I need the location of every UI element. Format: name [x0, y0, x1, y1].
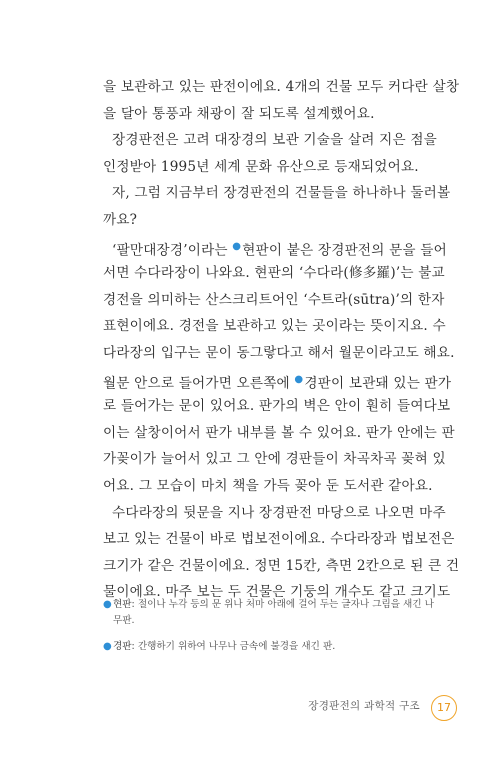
- page-number: 17: [431, 695, 457, 721]
- footnote-bullet-icon: ●: [103, 599, 112, 610]
- text-line: 표현이에요. 경전을 보관하고 있는 곳이라는 뜻이지요. 수: [103, 318, 446, 335]
- footnote-marker-icon: ●: [232, 240, 242, 252]
- footnote-item: [103, 597, 443, 629]
- text-line: [103, 367, 452, 394]
- footnote-definition: : 절이나 누각 등의 문 위나 처마 아래에 걸어 두는 글자나 그림을 새긴 나무판.: [113, 599, 434, 626]
- footnote-term: 경판: [113, 641, 132, 652]
- text-line: 을 보관하고 있는 판전이에요. 4개의 건물 모두 커다란 살창: [103, 79, 460, 95]
- text-line: 물이에요. 마주 보는 두 건물은 기둥의 개수도 같고 크기도: [103, 584, 451, 601]
- footnote-term: 현판: [113, 599, 132, 610]
- body-text: [103, 74, 460, 606]
- text-line: 장경판전은 고려 대장경의 보관 기술을 살려 지은 점을: [103, 132, 437, 149]
- footnotes: [103, 597, 443, 665]
- text-segment: 현판이 붙은 장경판전의 문을 들어: [242, 242, 447, 259]
- running-title: 장경판전의 과학적 구조: [308, 700, 420, 712]
- text-line: 을 달아 통풍과 채광이 잘 되도록 설계했어요.: [103, 105, 375, 122]
- text-line: [103, 234, 447, 261]
- text-line: 자, 그럼 지금부터 장경판전의 건물들을 하나하나 둘러볼: [103, 185, 451, 202]
- text-line: 이는 살창이어서 판가 내부를 볼 수 있어요. 판가 안에는 판: [103, 424, 455, 441]
- text-line: 수다라장의 뒷문을 지나 장경판전 마당으로 나오면 마주: [103, 504, 446, 521]
- text-segment: 월문 안으로 들어가면 오른쪽에: [103, 375, 295, 392]
- text-line: 경전을 의미하는 산스크리트어인 ‘수트라(sūtra)’의 한자: [103, 291, 445, 308]
- text-line: 인정받아 1995년 세계 문화 유산으로 등재되었어요.: [103, 158, 419, 175]
- footnote-item: [103, 639, 443, 655]
- footnote-marker-icon: ●: [294, 373, 304, 385]
- text-line: 가꽂이가 늘어서 있고 그 안에 경판들이 차곡차곡 꽂혀 있: [103, 451, 446, 468]
- footnote-definition: : 간행하기 위하여 나무나 금속에 불경을 새긴 판.: [131, 641, 336, 652]
- text-line: 어요. 그 모습이 마치 책을 가득 꽂아 둔 도서관 같아요.: [103, 477, 433, 494]
- text-line: 서면 수다라장이 나와요. 현판의 ‘수다라(修多羅)’는 불교: [103, 265, 445, 282]
- text-line: 로 들어가는 문이 있어요. 판가의 벽은 안이 훤히 들여다보: [103, 398, 451, 415]
- text-segment: ‘팔만대장경’이라는: [103, 242, 233, 259]
- text-line: 까요?: [103, 211, 138, 228]
- text-line: 보고 있는 건물이 바로 법보전이에요. 수다라장과 법보전은: [103, 531, 455, 548]
- footnote-bullet-icon: ●: [103, 641, 112, 652]
- text-line: 다라장의 입구는 문이 동그랗다고 해서 월문이라고도 해요.: [103, 344, 455, 361]
- text-segment: 경판이 보관돼 있는 판가: [304, 375, 452, 392]
- text-line: 크기가 같은 건물이에요. 정면 15칸, 측면 2칸으로 된 큰 건: [103, 557, 460, 574]
